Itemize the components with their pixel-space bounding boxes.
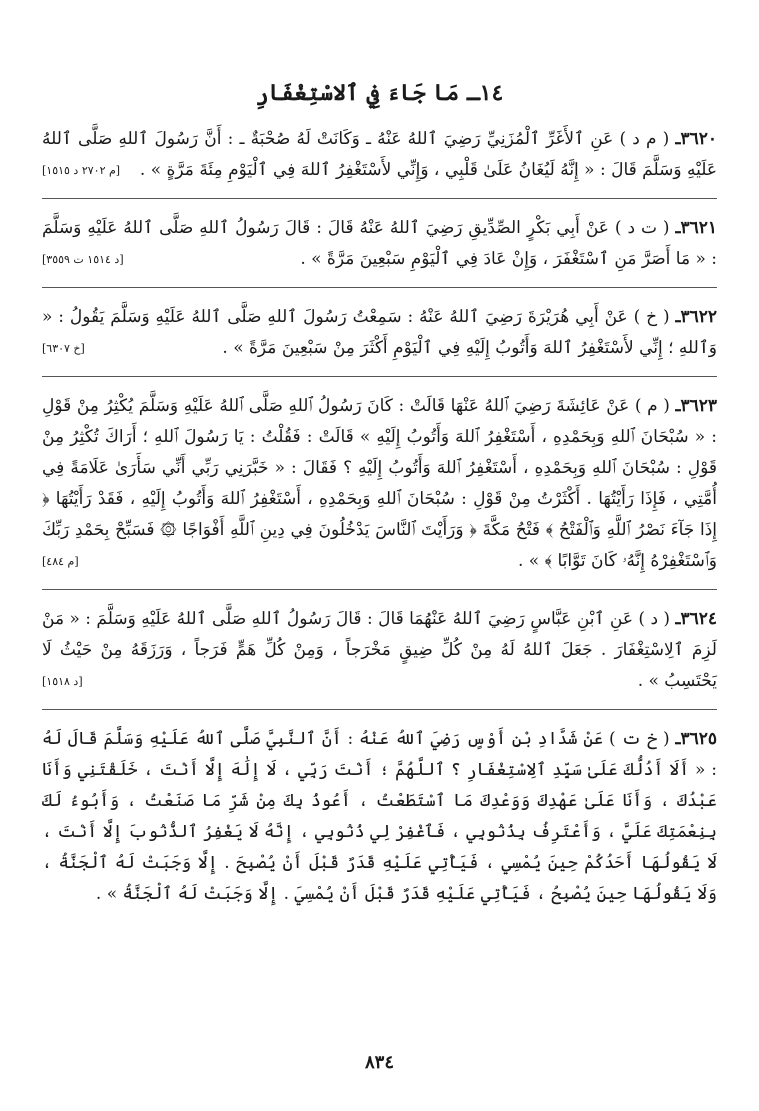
hadith-reference: [م ٢٧٠٢ د ١٥١٥] <box>42 164 121 177</box>
divider <box>42 709 717 710</box>
divider <box>42 198 717 199</box>
divider <box>42 287 717 288</box>
hadith-3622 <box>42 302 717 364</box>
divider <box>42 376 717 377</box>
hadith-number: ٣٦٢٢ـ <box>675 307 717 327</box>
hadith-number: ٣٦٢٣ـ <box>675 396 718 416</box>
page-number: ٨٣٤ <box>364 1052 394 1073</box>
hadith-3621 <box>42 213 717 275</box>
divider <box>42 589 717 590</box>
hadith-3625 <box>42 724 717 910</box>
hadith-3623 <box>42 391 717 577</box>
hadith-number: ٣٦٢٥ـ <box>675 729 717 749</box>
chapter-title: ١٤ـ مَا جَاءَ فِي ٱلاسْتِغْفَارِ <box>255 80 504 106</box>
hadith-number: ٣٦٢٠ـ <box>675 129 717 149</box>
hadith-text: ( د ) عَنِ ٱبْنِ عَبَّاسٍ رَضِيَ ٱللهُ عَنْهُمَا قَالَ : قَالَ رَسُولُ ٱللهِ صَلَّى ٱللهُ عَلَيْهِ وَسَلَّمَ : « مَنْ لَزِمَ ٱلِاسْتِغْفَارَ . جَعَلَ ٱللهُ لَهُ مِنْ كُلِّ ضِيقٍ مَخْرَجاً ، وَمِنْ كُلِّ هَمٍّ فَرَجاً ، وَرَزَقَهُ مِنْ حَيْثُ لَا يَحْتَسِبُ » . <box>42 609 717 691</box>
hadith-reference: [د ١٥١٨] <box>42 675 83 688</box>
hadith-text: ( م د ) عَنِ ٱلأَغَرِّ ٱلْمُزَنِيِّ رَضِيَ ٱللهُ عَنْهُ ـ وَكَانَتْ لَهُ صُحْبَةٌ ـ : أَنَّ رَسُولَ ٱللهِ صَلَّى ٱللهُ عَلَيْهِ وَسَلَّمَ قَالَ : « إِنَّهُ لَيُغَانُ عَلَىٰ قَلْبِي ، وَإِنِّي لأَسْتَغْفِرُ ٱللهَ فِي ٱلْيَوْمِ مِئَةَ مَرَّةٍ » . <box>42 129 717 180</box>
hadith-reference: [م ٤٨٤] <box>42 555 79 568</box>
hadith-text: ( ت د ) عَنْ أَبِي بَكْرٍ الصِّدِّيقِ رَضِيَ ٱللهُ عَنْهُ قَالَ : قَالَ رَسُولُ ٱللهِ صَلَّى ٱللهُ عَلَيْهِ وَسَلَّمَ : « مَا أَصَرَّ مَنِ ٱسْتَغْفَرَ ، وَإِنْ عَادَ فِي ٱلْيَوْمِ سَبْعِينَ مَرَّةً » . <box>42 218 717 269</box>
hadith-number: ٣٦٢٤ـ <box>675 609 717 629</box>
hadith-text: ( م ) عَنْ عَائِشَةَ رَضِيَ ٱللهُ عَنْهَا قَالَتْ : كَانَ رَسُولُ ٱللهِ صَلَّى ٱللهُ عَلَيْهِ وَسَلَّمَ يُكْثِرُ مِنْ قَوْلِ : « سُبْحَانَ ٱللهِ وَبِحَمْدِهِ ، أَسْتَغْفِرُ ٱللهَ وَأَتُوبُ إِلَيْهِ » قَالَتْ : فَقُلْتُ : يَا رَسُولَ ٱللهِ ؛ أَرَاكَ تُكْثِرُ مِنْ قَوْلِ : سُبْحَانَ ٱللهِ وَبِحَمْدِهِ ، أَسْتَغْفِرُ ٱللهَ وَأَتُوبُ إِلَيْهِ ؟ فَقَالَ : « خَبَّرَنِي رَبِّي أَنِّي سَأَرَىٰ عَلَامَةً فِي أُمَّتِي ، فَإِذَا رَأَيْتُهَا . أَكْثَرْتُ مِنْ قَوْلِ : سُبْحَانَ ٱللهِ وَبِحَمْدِهِ ، أَسْتَغْفِرُ ٱللهَ وَأَتُوبُ إِلَيْهِ ، فَقَدْ رَأَيْتُهَا ﴿ إِذَا جَآءَ نَصْرُ ٱللَّهِ وَٱلْفَتْحُ ﴾ فَتْحُ مَكَّةَ ﴿ وَرَأَيْتَ ٱلنَّاسَ يَدْخُلُونَ فِي دِينِ ٱللَّهِ أَفْوَاجًا ۞ فَسَبِّحْ بِحَمْدِ رَبِّكَ وَٱسْتَغْفِرْهُ إِنَّهُۥ كَانَ تَوَّابًا ﴾ » . <box>42 396 717 571</box>
hadith-reference: [خ ٦٣٠٧] <box>42 342 85 355</box>
hadith-number: ٣٦٢١ـ <box>675 218 718 238</box>
hadith-reference: [د ١٥١٤ ت ٣٥٥٩] <box>42 253 124 266</box>
hadith-text: ( خ ) عَنْ أَبِي هُرَيْرَةَ رَضِيَ ٱللهُ عَنْهُ : سَمِعْتُ رَسُولَ ٱللهِ صَلَّى ٱللهُ عَلَيْهِ وَسَلَّمَ يَقُولُ : « وَٱللهِ ؛ إِنِّي لأَسْتَغْفِرُ ٱللهَ وَأَتُوبُ إِلَيْهِ فِي ٱلْيَوْمِ أَكْثَرَ مِنْ سَبْعِينَ مَرَّةً » . <box>42 307 717 358</box>
hadith-3624 <box>42 604 717 697</box>
hadith-3620 <box>42 124 717 186</box>
hadith-text: ( خ ت ) عَنْ شَدَّادِ بْنِ أَوْسٍ رَضِيَ ٱللهُ عَنْهُ : أَنَّ ٱلنَّبِيَّ صَلَّى ٱللهُ عَلَيْهِ وَسَلَّمَ قَالَ لَهُ : « أَلَا أَدُلُّكَ عَلَىٰ سَيِّدِ ٱلِاسْتِغْفَارِ ؟ ٱللَّهُمَّ ؛ أَنْتَ رَبِّي ، لَا إِلَٰهَ إِلَّا أَنْتَ ، خَلَقْتَنِي وَأَنَا عَبْدُكَ ، وَأَنَا عَلَىٰ عَهْدِكَ وَوَعْدِكَ مَا ٱسْتَطَعْتُ ، أَعُوذُ بِكَ مِنْ شَرِّ مَا صَنَعْتُ ، وَأَبُوءُ لَكَ بِنِعْمَتِكَ عَلَيَّ ، وَأَعْتَرِفُ بِذُنُوبِي ، فَٱغْفِرْ لِي ذُنُوبِي ، إِنَّهُ لَا يَغْفِرُ ٱلذُّنُوبَ إِلَّا أَنْتَ ، لَا يَقُولُهَا أَحَدُكُمْ حِينَ يُمْسِي ، فَيَأْتِي عَلَيْهِ قَدَرٌ قَبْلَ أَنْ يُصْبِحَ . إِلَّا وَجَبَتْ لَهُ ٱلْجَنَّةُ ، وَلَا يَقُولُهَا حِينَ يُصْبِحُ ، فَيَأْتِي عَلَيْهِ قَدَرٌ قَبْلَ أَنْ يُمْسِيَ . إِلَّا وَجَبَتْ لَهُ ٱلْجَنَّةُ » . <box>42 729 717 904</box>
